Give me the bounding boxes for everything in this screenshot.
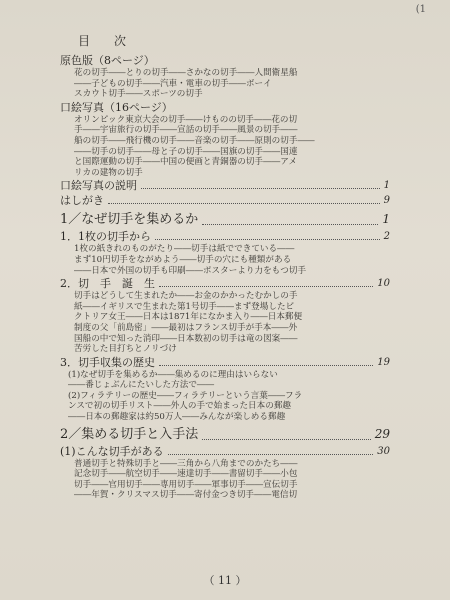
toc-entry-label: 1／なぜ切手を集めるか [60,212,199,228]
toc-description-line: リカの建物の切手 [74,167,143,178]
toc-description-line: と国際運動の切手――中国の便画と青銅器の切手――アメ [74,157,297,168]
toc-subheading-label: 口絵写真（16ページ） [60,100,173,114]
toc-entry-label: 1．1枚の切手から [60,230,151,244]
toc-entry [60,355,390,370]
toc-entry-label: 2．切 手 誕 生 [60,277,155,291]
toc-description-line: 記念切手――航空切手――速達切手――書留切手――小包 [74,469,298,480]
toc-page-number: 19 [377,356,390,368]
dot-leader [168,454,374,455]
toc-entry-label: 口絵写真の説明 [60,179,137,193]
toc-entry-label: はしがき [60,194,104,208]
toc-page-number: 29 [374,426,390,441]
toc-entry [60,276,390,291]
toc-page-number: 9 [383,195,390,207]
toc-description-line: 苦労した目打ちとノリづけ [74,344,177,355]
toc-subheading-label: 原色版（8ページ） [60,54,155,67]
toc-description-line: 普通切手と特殊切手と――三角から八角までのかたち―― [74,458,298,469]
toc-description-line: 船の切手――飛行機の切手――音楽の切手――原則の切手―― [74,135,315,146]
dot-leader [202,224,378,225]
toc-subheading [60,53,390,68]
toc-description-line: 紙――イギリスで生まれた第1号切手――まず登場したビ [74,301,295,312]
toc-description-line: ――切手の切手――母と子の切手――国旗の切手――国連 [74,146,298,157]
toc-description-line: 切手はどうして生まれたか――お金のかかったむかしの手 [74,291,298,302]
toc-description-line: 花の切手――とりの切手――さかなの切手――人間衛星船 [74,68,298,78]
toc-description-line: スカウト切手――スポーツの切手 [74,89,203,100]
toc-entry [60,178,390,193]
dot-leader [141,188,380,189]
toc-page-number: 30 [377,445,390,457]
toc-entry-label: 2／集める切手と入手法 [60,426,199,442]
toc-description-line: クトリア女王――日本は1871年になかま入り――日本郵便 [74,312,303,323]
toc-description-line: ――日本の郵趣家は約50万人――みんなが楽しめる郵趣 [68,412,286,423]
toc-description-line: 1枚の紙きれのものがたり――切手は紙でできている―― [74,244,295,255]
page-number: （ 11 ） [203,574,247,587]
toc-description-line: ――年賀・クリスマス切手――寄付金つき切手――電信切 [74,490,298,501]
toc-description-line: 制度の父「前島密」――最初はフランス切手が手本――外 [74,322,298,333]
toc-description-line: オリンピック東京大会の切手――けものの切手――花の切 [74,114,298,125]
toc-chapter-entry [60,210,390,229]
toc-page-number: 2 [383,231,390,243]
toc-entry-label: 3．切手収集の歴史 [60,355,155,369]
toc-description-line: ――日本で外国の切手も印刷――ポスターより力をもつ切手 [74,265,307,276]
table-of-contents [60,32,390,501]
toc-entry [60,444,390,459]
toc-description-line: (2)フィラテリーの歴史――フィラテリーという言葉――フラ [68,390,303,401]
toc-page-number: 10 [377,278,390,290]
dot-leader [159,365,373,366]
toc-chapter-entry [60,425,390,444]
dot-leader [202,439,370,440]
dot-leader [155,239,380,240]
toc-page-number: 1 [383,180,390,192]
toc-entry [60,193,390,208]
toc-description-line: 手――宇宙旅行の切手――宣話の切手――風景の切手―― [74,125,298,136]
toc-body [60,53,390,501]
toc-description-line: まず10円切手をながめよう――切手の穴にも種類がある [74,254,292,265]
toc-description-line: ――番じょぶんにたいした方法で―― [68,380,215,391]
dot-leader [108,203,380,204]
corner-mark: (1 [415,4,426,15]
toc-description-line: 切手――官用切手――専用切手――軍事切手――宣伝切手 [74,479,298,490]
toc-description-line: 国船の中で知った消印――日本数初の切手は竜の図案―― [74,333,298,344]
toc-subheading [60,100,390,115]
page-title: 目 次 [78,34,133,48]
toc-page-number: 1 [382,212,390,227]
toc-description-line: (1)なぜ切手を集めるか――集めるのに理由はいらない [68,369,278,380]
toc-entry-label: (1)こんな切手がある [60,444,164,458]
toc-entry [60,229,390,244]
dot-leader [159,286,373,287]
toc-description-line: ――子どもの切手――汽車・電車の切手――ボーイ [74,78,272,89]
toc-description-line: ンスで初の切手リスト――外人の手で始まった日本の郵趣 [68,401,292,412]
